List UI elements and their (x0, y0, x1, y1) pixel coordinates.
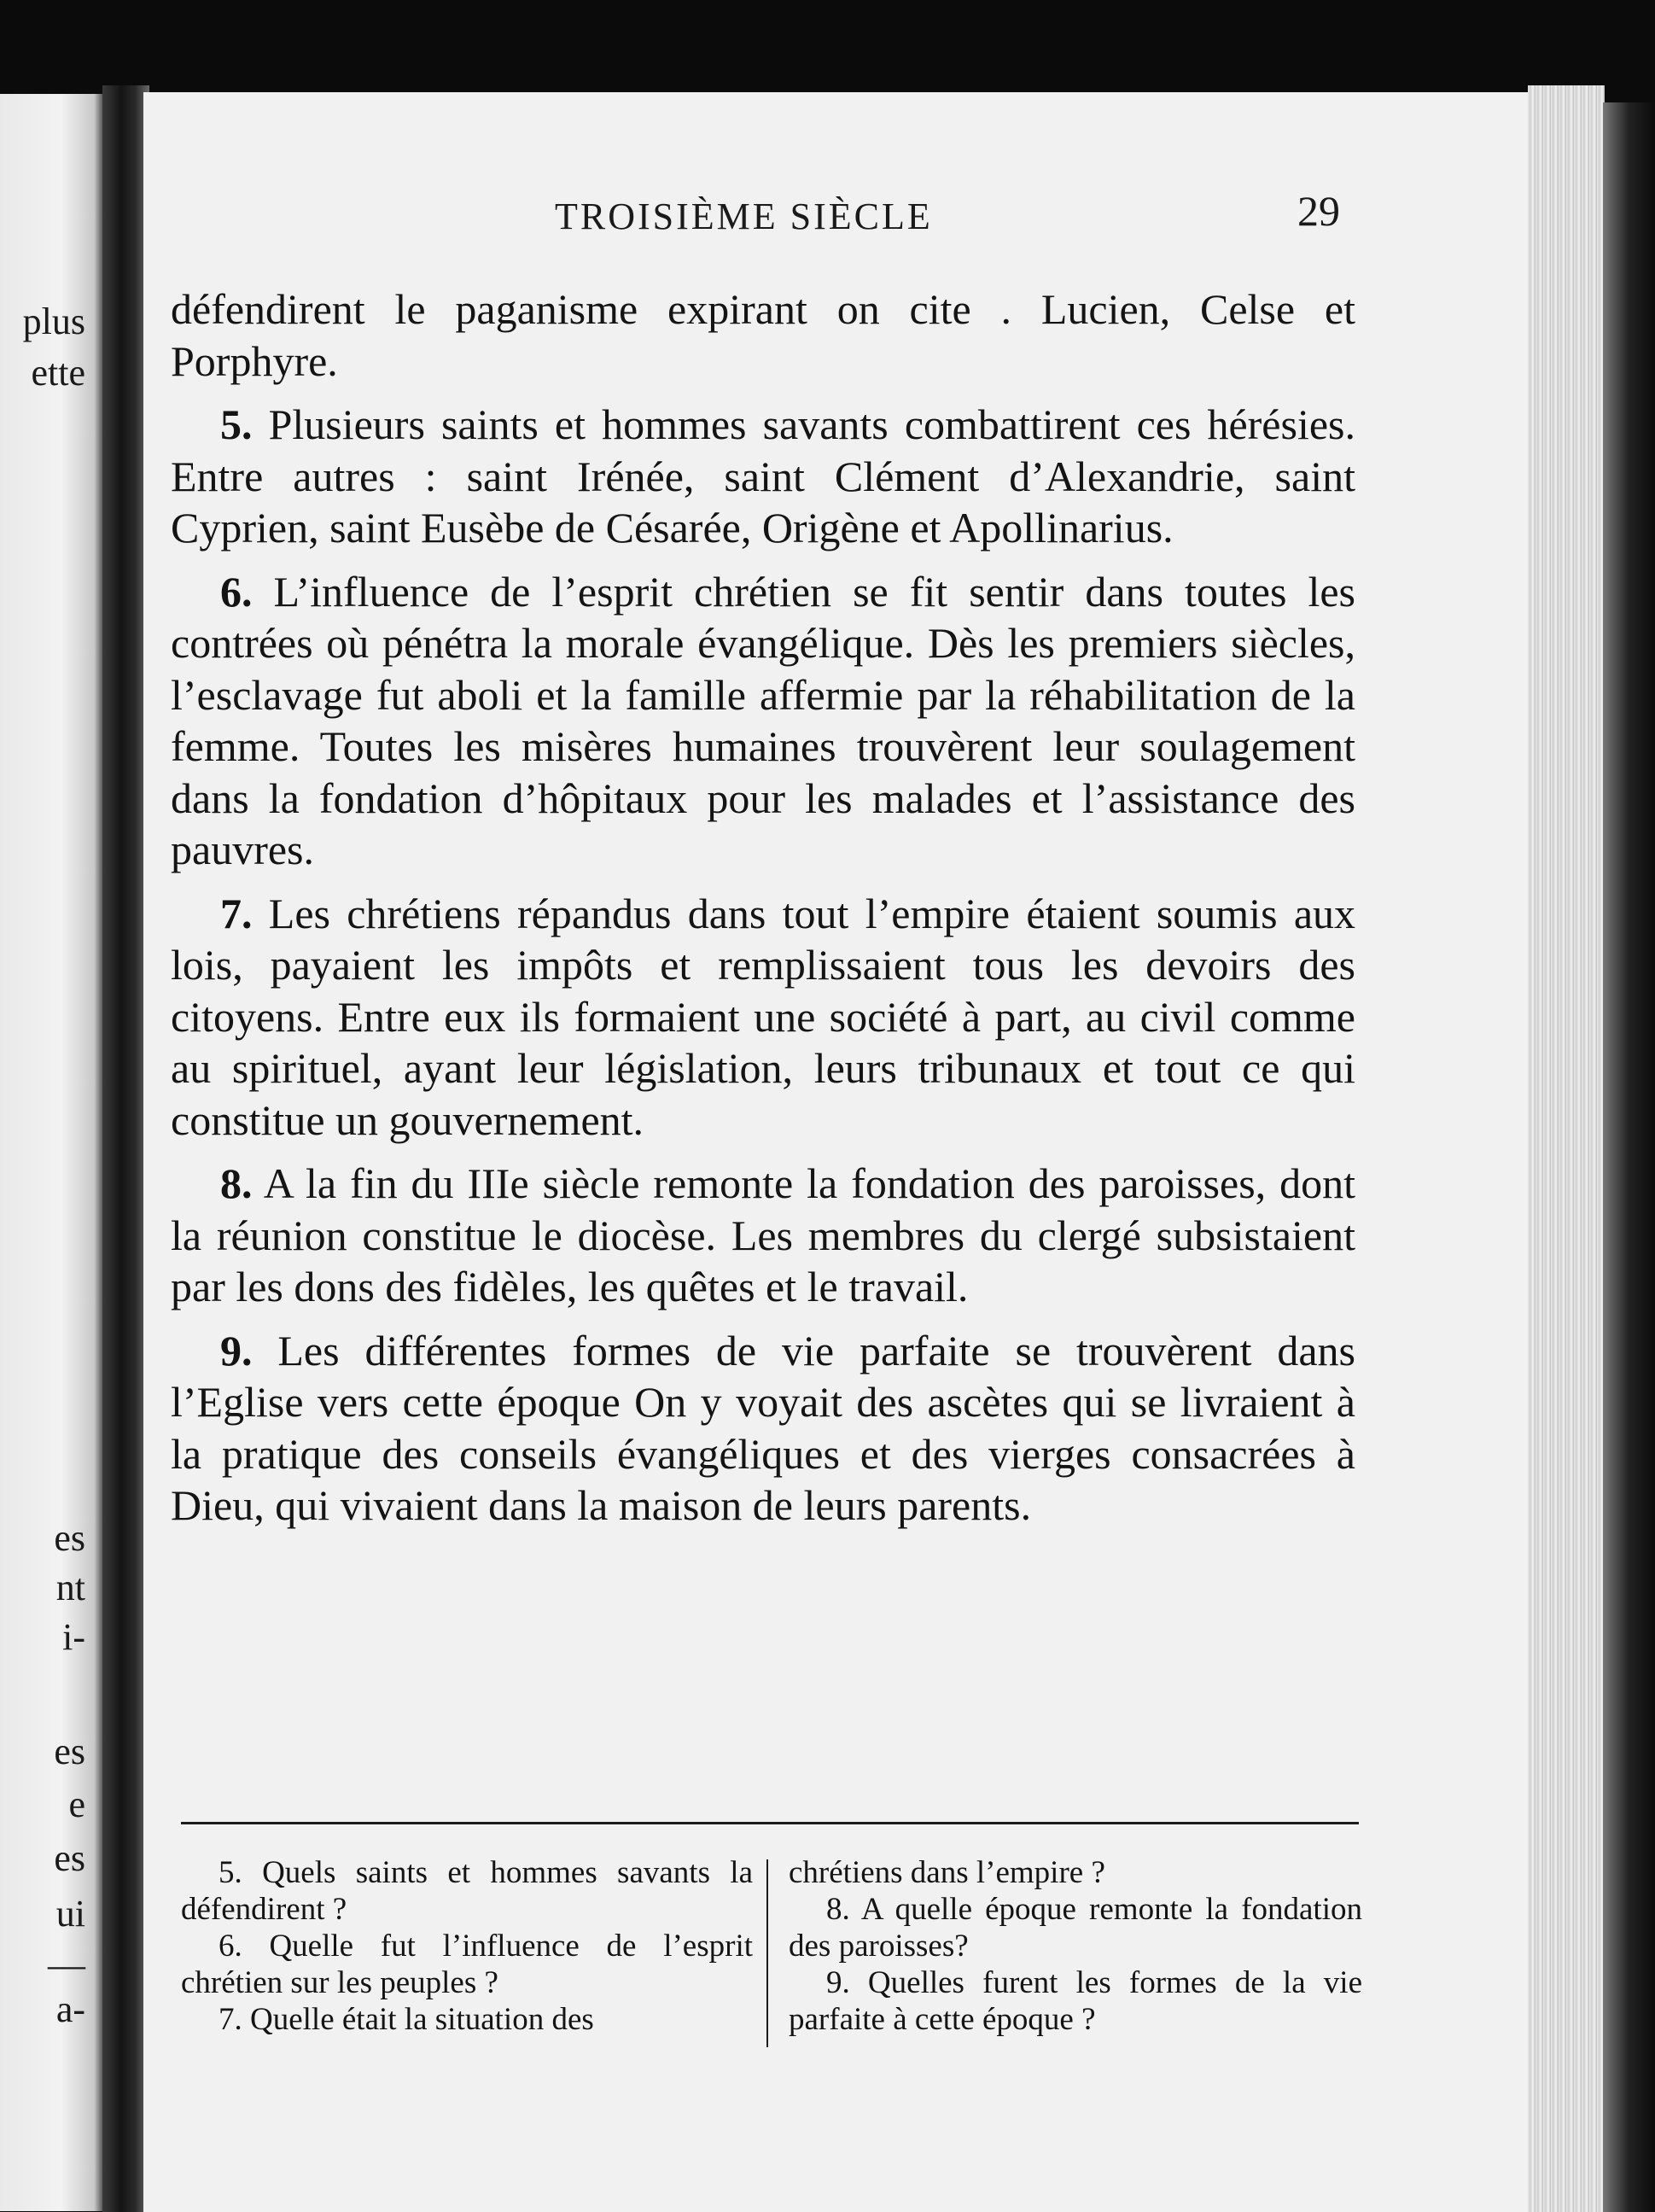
paragraph-text: Les différentes formes de vie parfaite se trouvèrent dans l’Eglise vers cette époque On y voyait des ascètes qui se livraient à la pratique des conseils évangéliques et des vierges consacrées à Dieu, qui vivaient dans la maison de leurs parents. (171, 1326, 1356, 1529)
facing-page-fragment: es (54, 1517, 85, 1559)
paragraph-7 (171, 888, 1355, 1147)
page-edge-leaves (1528, 85, 1605, 2212)
paragraph-text: A la fin du IIIe siècle remonte la fondation des paroisses, dont la réunion constitue le diocèse. Les membres du clergé subsistaient par les dons des fidèles, les quêtes et le travail. (171, 1159, 1355, 1310)
paragraph-text: Plusieurs saints et hommes savants combattirent ces hérésies. Entre autres : saint Irénée, saint Clément d’Alexandrie, saint Cyprien, saint Eusèbe de Césarée, Origène et Apollinarius. (171, 400, 1356, 552)
facing-page-fragment: i- (62, 1616, 85, 1658)
question-item: 9. Quelles furent les formes de la vie parfaite à cette époque ? (789, 1965, 1362, 2037)
questions-column-left (181, 1854, 753, 2038)
facing-page-fragment: ui (55, 1893, 85, 1935)
paragraph-text: L’influence de l’esprit chrétien se fit sentir dans toutes les contrées où pénétra la morale évangélique. Dès les premiers siècles, l’esclavage fut aboli et la famille affermie par la réhabilitation de la femme. Toutes les misères humaines trouvèrent leur soulagement dans la fondation d’hôpitaux pour les malades et l’assistance des pauvres. (171, 567, 1355, 873)
paragraph-6 (171, 566, 1355, 876)
paragraph-text: défendirent le paganisme expirant on cite . Lucien, Celse et Porphyre. (171, 285, 1355, 385)
page-edge-shadow (1603, 102, 1655, 2212)
question-item: 8. A quelle époque remonte la fondation des paroisses? (789, 1892, 1362, 1964)
facing-page-fragment: a- (55, 1988, 85, 2030)
footnote-rule (181, 1822, 1359, 1824)
running-head: TROISIÈME SIÈCLE (555, 196, 933, 237)
facing-page-fragment: ette (31, 352, 85, 394)
paragraph-number: 5. (220, 400, 253, 448)
paragraph-9 (171, 1325, 1355, 1532)
questions-column-right (789, 1854, 1362, 2038)
facing-page-fragment: plus (22, 301, 85, 342)
question-item: 6. Quelle fut l’influence de l’esprit chrétien sur les peuples ? (181, 1929, 753, 2000)
facing-page-fragment: es (54, 1837, 85, 1879)
column-divider (766, 1859, 768, 2047)
question-item: 5. Quels saints et hommes savants la défendirent ? (181, 1855, 753, 1927)
body-text (171, 283, 1355, 1544)
facing-page-fragment: es (54, 1730, 85, 1772)
paragraph-number: 7. (220, 889, 253, 937)
paragraph-number: 9. (220, 1326, 253, 1374)
facing-page-fragment: nt (55, 1567, 85, 1608)
page-number: 29 (1297, 187, 1340, 235)
book-gutter (102, 85, 149, 2212)
paragraph-number: 8. (220, 1159, 253, 1207)
question-item: chrétiens dans l’empire ? (789, 1855, 1105, 1890)
paragraph-5 (171, 399, 1355, 554)
paragraph-8 (171, 1158, 1355, 1313)
facing-page-fragment: e (68, 1783, 85, 1825)
paragraph-text: Les chrétiens répandus dans tout l’empire étaient soumis aux lois, payaient les impôts et remplissaient tous les devoirs des citoyens. Entre eux ils formaient une société à part, au civil comme au spirituel, ayant leur législation, leurs tribunaux et tout ce qui constitue un gouvernement. (171, 889, 1356, 1144)
paragraph-continuation (171, 283, 1355, 387)
facing-page-fragment: — (48, 1944, 85, 1986)
question-item: 7. Quelle était la situation des (219, 2002, 594, 2037)
facing-page-edge (0, 94, 102, 2211)
paragraph-number: 6. (220, 567, 253, 616)
